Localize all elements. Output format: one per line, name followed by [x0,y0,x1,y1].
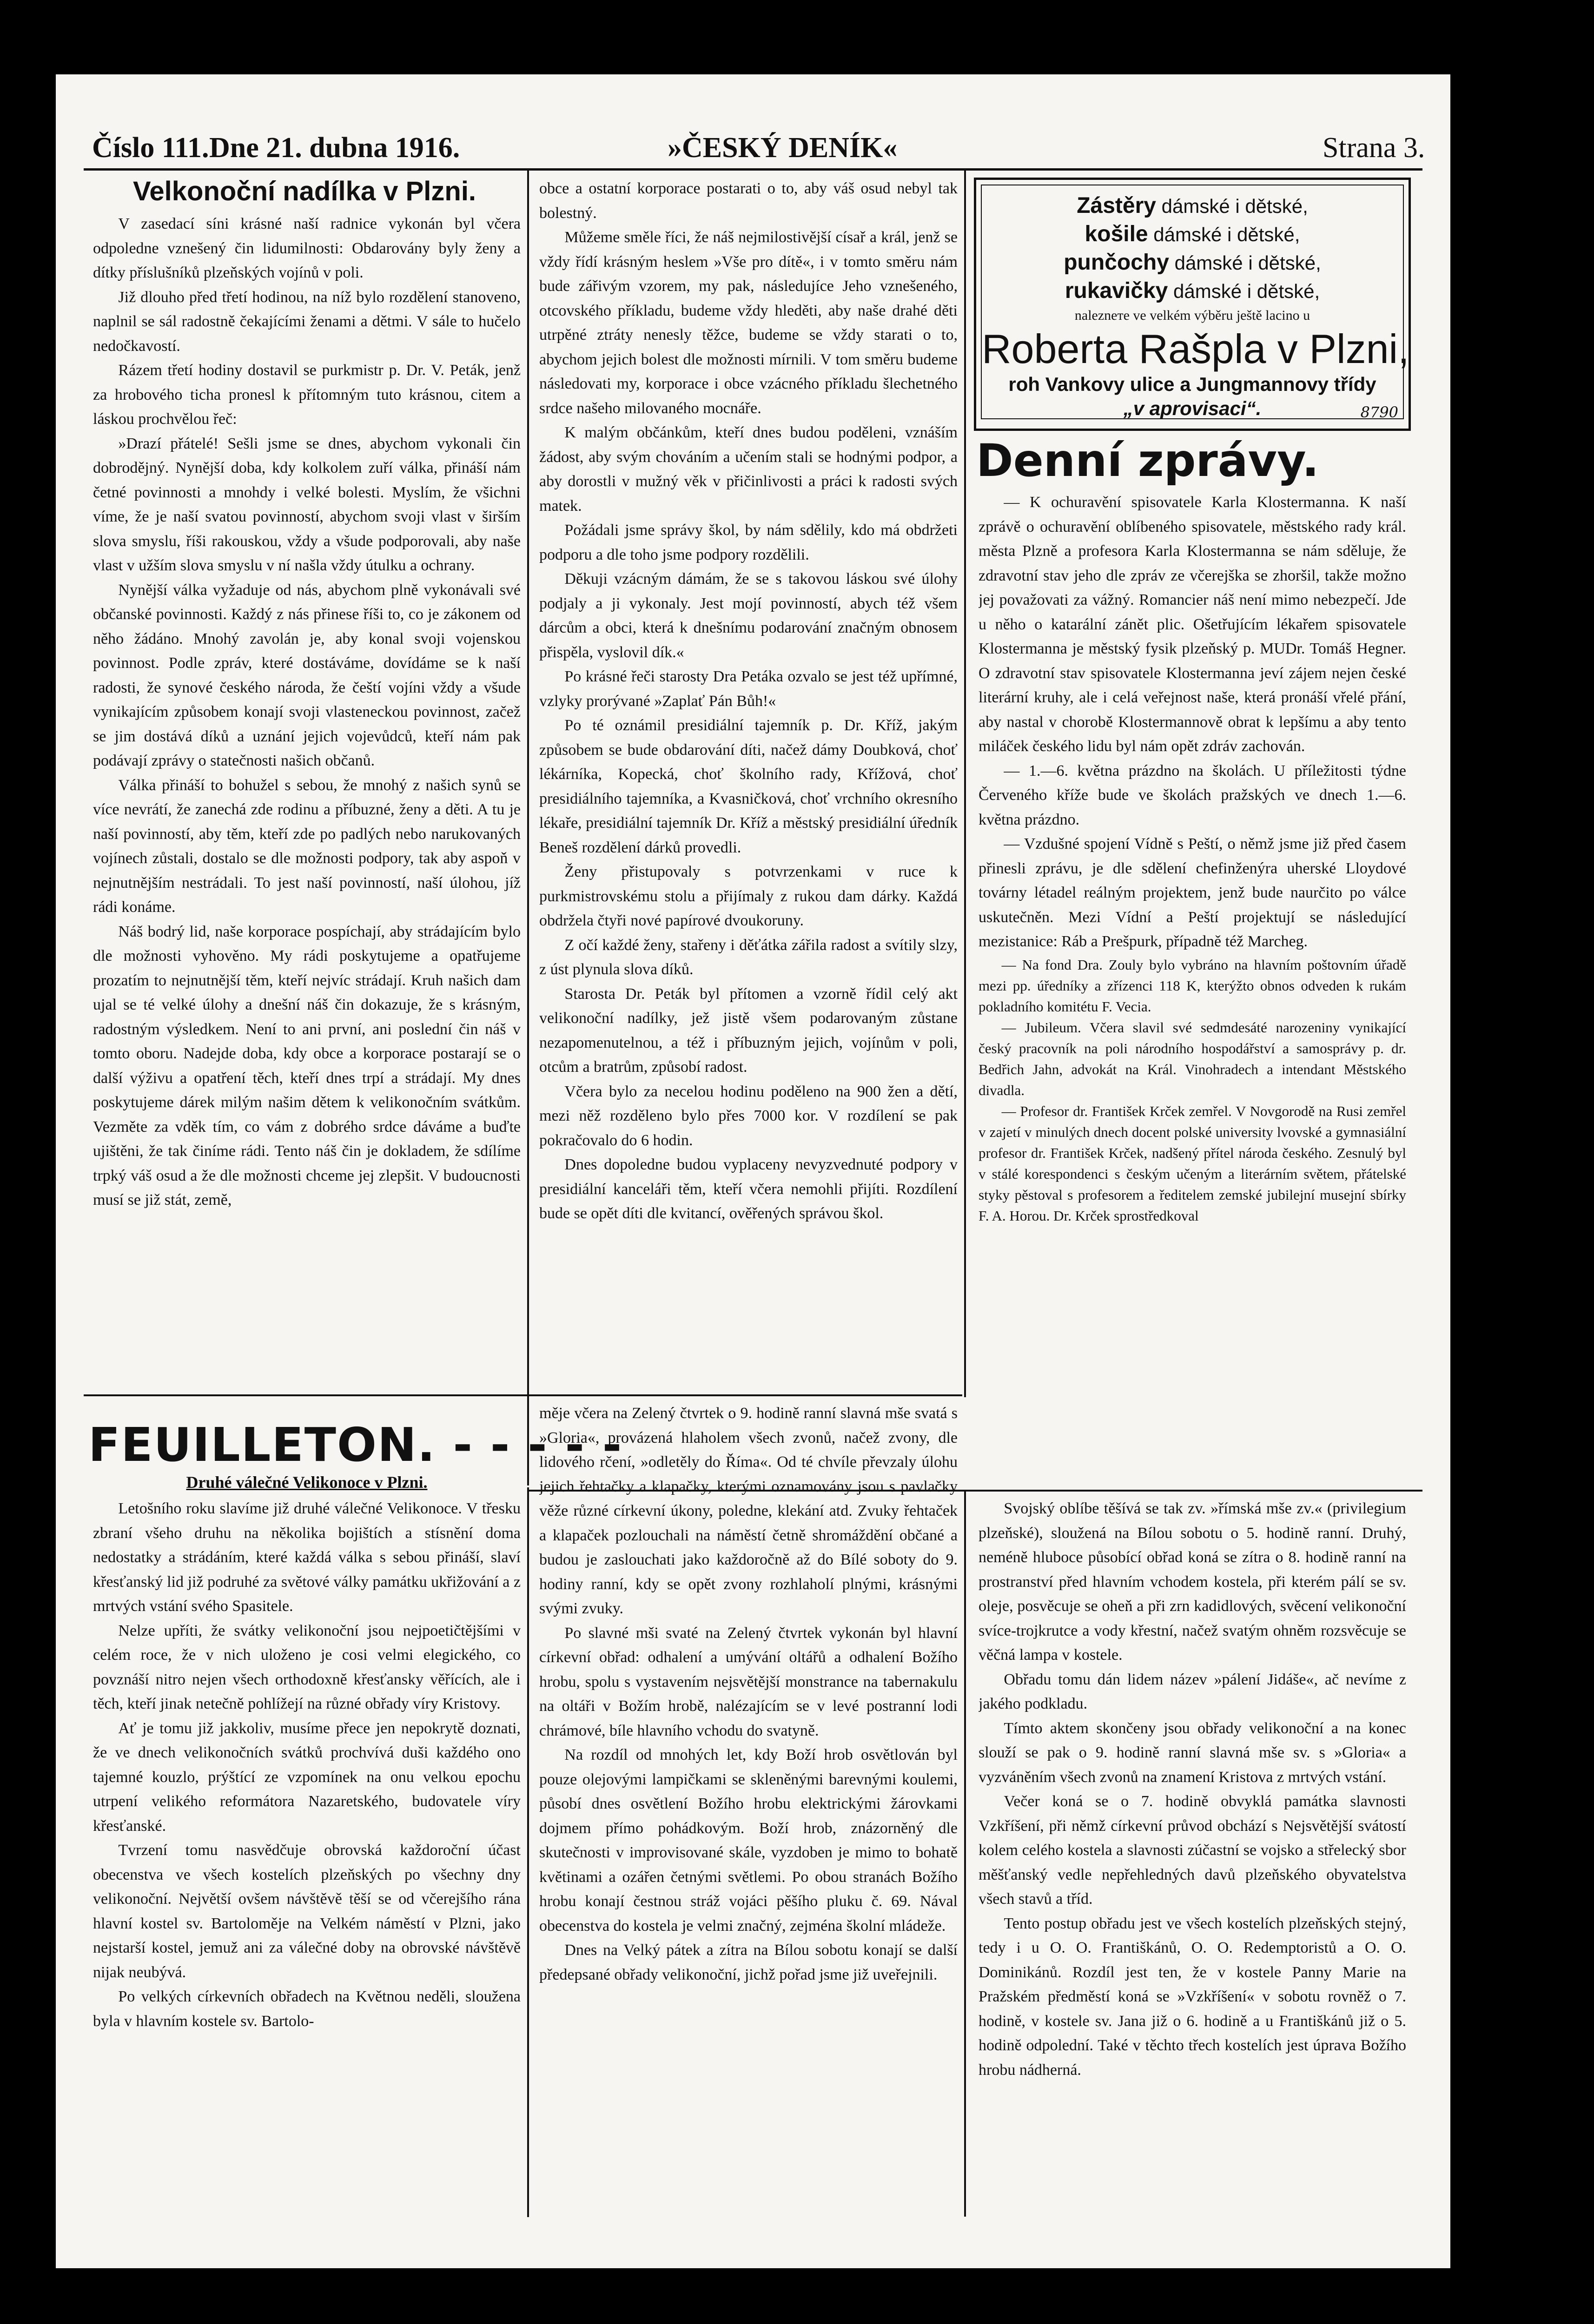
paragraph: Starosta Dr. Peták byl přítomen a vzorně řídil celý akt velikonoční nadílky, jež jistě všem podarovaným zůstane nezapomenutelnou, a též i příbuzným jejich, vojínům v poli, otcům a bratrům, způsobí radost. [539,985,958,1076]
paragraph: Po slavné mši svaté na Zelený čtvrtek vykonán byl hlavní církevní obřad: odhalení a umývání oltářů a odhalení Božího hrobu, spolu s vystavením nejsvětější monstrance na tabernakulu na oltáři v Božím hrobě, nalézajícím se v levé postranní lodi chrámové, bíle hlavního vchodu do svatyně. [539,1624,958,1739]
page-number: Strana 3. [1323,132,1425,164]
news-item: — Na fond Dra. Zouly bylo vybráno na hlavním poštovním úřadě mezi pp. úředníky a zřízenci 118 K, kterýžto obnos odveden k rukám pokladního komitétu F. Vecia. [979,956,1406,1015]
paragraph: Můžeme směle říci, že náš nejmilostivější císař a král, jenž se vždy řídí krásným heslem »Vše pro dítě«, i v tomto směru nám bude zářivým vzorem, my pak, následujíce Jeho vznešeného, otcovského příkladu, budeme vždy hleděti, aby naše drahé děti utrpěné ztráty nenesly těžce, budeme se vždy starati o to, abychom jejich bolest dle možnosti mírnili. V tom směru budeme následovati my, korporace i obce vzácného příkladu šlechetného srdce našeho milovaného mocnáře. [539,229,958,417]
issue-number: Číslo 111. [92,132,209,164]
paragraph: Válka přináší to bohužel s sebou, že mnohý z našich synů se více nevrátí, že zanechá zde rodinu a příbuzné, ženy a děti. A tu je naší povinností, aby těm, kteří zde po padlých nebo narukovaných vojínech zůstali, dostalo se dle možnosti podpory, tak aby aspoň v nejnutnějším nestrádali. To jest naší povinností, naší úlohou, jíž rádi konáme. [93,776,521,916]
paragraph: »Drazí přátelé! Sešli jsme se dnes, abychom vykonali čin dobrodějný. Nynější doba, kdy kolkolem zuří válka, přináší nám četné povinnosti a mnohdy i velké bolesti. Myslím, že všichni víme, že je naší svatou povinností, abychom svoji vlast v širším slova smyslu, říši rakouskou, vždy a všude podporovali, aby naše vlast v užším slova smyslu v ní našla vždy útulku a ochrany. [93,435,521,574]
ad-line: košile dámské i dětské, [1085,222,1300,246]
paragraph: Dnes na Velký pátek a zítra na Bílou sobotu konají se další předepsané obřady velikonoční, jichž pořad jsme již uveřejnili. [539,1941,958,1983]
section-rule [84,1394,962,1396]
news-item: — Profesor dr. František Krček zemřel. V Novgorodě na Rusi zemřel v zajetí v minulých dnech docent polské university lvovské a gymnasiální profesor dr. František Krček, nadšený přítel národa českého. Zesnulý byl v stálé korespondenci s českým učeným a literárním světem, přátelské styky pěstoval s profesorem a ředitelem zemské jubilejní musejní sbírky F. A. Horou. Dr. Krček sprostředkoval [979,1103,1406,1224]
news-item: — 1.—6. května prázdno na školách. U příležitosti týdne Červeného kříže bude ve školách pražských ve dnech 1.—6. května prázdno. [979,762,1406,828]
news-column [979,490,1406,1485]
news-item: — Jubileum. Včera slavil své sedmdesáté narozeniny vynikající český pracovník na poli národního hospodářství a samosprávy p. dr. Bedřich Jahn, advokát na Král. Vinohradech a intendant Městského divadla. [979,1019,1406,1098]
article-middle-column [539,177,958,1392]
ad-address: roh Vankovy ulice a Jungmannovy třídy [1008,373,1376,395]
ad-motto: „v aprovisaci“. [1123,397,1262,419]
paragraph: Nelze upříti, že svátky velikonoční jsou nejpoetičtějšími v celém roce, že v nich uloženo je cosi velmi elegického, co povznáší nitro nejen všech orthodoxně křesťansky věřících, ale i těch, kteří jinak netečně pohlížejí na různé obřady víry Kristovy. [93,1622,521,1712]
paragraph: Ať je tomu již jakkoliv, musíme přece jen nepokrytě doznati, že ve dnech velikonočních svátků prochvívá duši každého ono tajemné kouzlo, prýštící ze vzpomínek na onu velkou epochu utrpení velikého reformátora Nazaretského, budovatele víry křesťanské. [93,1719,521,1835]
header-rule [84,168,1422,171]
paragraph: Tvrzení tomu nasvědčuje obrovská každoroční účast obecenstva ve všech kostelích plzeňských po všechny dny velikonoční. Největší ovšem návštěvě těší se od včerejšího rána hlavní kostel sv. Bartoloměje na Velkém náměstí v Plzni, jako nejstarší kostel, jemuž ani za válečné doby na obrovské návštěvě nijak neubývá. [93,1842,521,1981]
advertisement-inner [981,185,1409,421]
feuilleton-heading: FEUILLETON. - - - - - [88,1418,623,1472]
paragraph: Děkuji vzácným dámám, že se s takovou láskou své úlohy podjaly a ji vykonaly. Jest mojí povinností, abych též všem dárcům a obci, která k dnešnímu podarování značným obnosem přispěla, vyslovil dík.« [539,570,958,661]
newspaper-page [56,74,1450,2268]
paragraph: Po té oznámil presidiální tajemník p. Dr. Kříž, jakým způsobem se bude obdarování díti, načež dámy Doubková, choť lékárníka, Kopecká, choť školního rady, Křížová, choť presidiálního tajemníka, a Kvasničková, choť vrchního okresního lékaře, presidiální tajemník Dr. Kříž a městský presidiální úředník Beneš rozdělení dárků provedli. [539,717,958,856]
feuilleton-subtitle: Druhé válečné Velikonoce v Plzni. [186,1473,428,1492]
news-item: — K ochuravění spisovatele Karla Klostermanna. K naší zprávě o ochuravění oblíbeného spisovatele, městského rady král. města Plzně a profesora Karla Klostermanna se nám sděluje, že zdravotní stav jeho dle zpráv ze včerejška se zhoršil, takže možno jej považovati za vážný. Romancier náš není mimo nebezpečí. Jde u něho o katarální zánět plic. Ošetřujícím lékařem spisovatele Klostermanna je městský fysik plzeňský p. MUDr. Tomáš Hegner. O zdravotní stav spisovatele Klostermanna jeví zájem nejen české literární kruhy, ale i celá veřejnost naše, která pronáší vřelé přání, aby nastal v chorobě Klostermannově obrat k lepšímu a aby tento miláček českého lidu byl nám opět zdráv zachován. [979,494,1406,755]
feuilleton-column-2 [539,1401,958,2215]
paragraph: Ženy přistupovaly s potvrzenkami v ruce k purkmistrovskému stolu a přijímaly z rukou dam dárky. Každá obdržela čtyři nové papírové dvoukoruny. [539,863,958,929]
paragraph: obce a ostatní korporace postarati o to, aby váš osud nebyl tak bolestný. [539,180,958,222]
paragraph: Tímto aktem skončeny jsou obřady velikonoční a na konec slouží se pak o 9. hodině ranní slavná mše sv. s »Gloria« a vyzváněním všech zvonů na znamení Kristova z mrtvých vstání. [979,1719,1406,1786]
paragraph: Požádali jsme správy škol, by nám sdělily, kdo má obdržeti podporu a dle toho jsme podpory rozdělili. [539,522,958,563]
paragraph: měje včera na Zelený čtvrtek o 9. hodině ranní slavná mše svatá s »Gloria«, provázená hlaholem všech zvonů, načež zvony, dle lidového rčení, »odletěly do Říma«. Od té chvíle převzaly úlohu jejich řehtačky a klapačky, kterými oznamovány jsou s pavlačky věže různé církevní úkony, poledne, klekání atd. Zvuky řehtaček a klapaček pozlouchali na náměstí četně shromáždění občané a budou je zaslouchati jako každoročně až do Bílé soboty do 9. hodiny ranní, kdy se opět zvony rozhlaholí plnými, krásnými svými zvuky. [539,1405,958,1617]
ad-line: Zástěry dámské i dětské, [1077,193,1308,218]
column-rule-3 [964,1492,966,2217]
masthead-title: »ČESKÝ DENÍK« [668,132,898,164]
advertisement-box [974,178,1411,431]
paragraph: Z očí každé ženy, stařeny i děťátka zářila radost a svítily slzy, z úst plynula slova díků. [539,936,958,978]
article-left-column [93,212,521,1393]
ad-line: punčochy dámské i dětské, [1064,250,1321,275]
column-rule-4 [527,1487,529,2217]
paragraph: Svojský oblíbe těšívá se tak zv. »římská mše zv.« (privilegium plzeňské), sloužená na Bílou sobotu o 5. hodině ranní. Druhý, neméně hluboce působící obřad koná se zítra o 8. hodině ranní na prostranství před hlavním vchodem kostela, při kterém pálí se sv. oleje, posvěcuje se oheň a při zrn kadidlových, svěcení velikonoční svíce-trojkrutce a vody křestní, načež svatým ohněm rozsvěcuje se věčná lampa v kostele. [979,1500,1406,1664]
paragraph: Dnes dopoledne budou vyplaceny nevyzvednuté podpory v presidiální kanceláři těm, kteří včera nemohli přijíti. Rozdílení bude se opět díti dle kvitancí, ověřených správou škol. [539,1156,958,1222]
paragraph: Letošního roku slavíme již druhé válečné Velikonoce. V třesku zbraní všeho druhu na několika bojištích a stísnění doma nedostatky a strádáním, které každá válka s sebou přináší, slaví křesťanský lid již podruhé za světové války památku ukřižování a z mrtvých vstání svého Spasitele. [93,1500,521,1615]
column-rule-1 [527,170,529,1486]
news-heading: Denní zprávy. [976,435,1319,487]
paragraph: Tento postup obřadu jest ve všech kostelích plzeňských stejný, tedy i u O. O. Františkánů, O. O. Redemptoristů a O. O. Dominikánů. Rozdíl jest ten, že v kostele Panny Marie na Pražském předměstí koná se »Vzkříšení« v sobotu rovněž o 7. hodině, v kostele sv. Jana již o 6. hodině a u Františkánů již o 5. hodině odpolední. Také v těchto třech kostelích jest úprava Božího hrobu nádherná. [979,1915,1406,2079]
news-item: — Vzdušné spojení Vídně s Peští, o němž jsme již před časem přinesli zprávu, je dle sdělení chefinženýra uherské Lloydové továrny létadel reálným projektem, jenž bude naurčito po válce uskutečněn. Mezi Vídní a Peští projektují se následující mezistanice: Ráb a Prešpurk, případně též Marcheg. [979,835,1406,950]
paragraph: Včera bylo za necelou hodinu poděleno na 900 žen a dětí, mezi něž rozděleno bylo přes 7000 kor. V rozdílení se pak pokračovalo do 6 hodin. [539,1083,958,1149]
paragraph: V zasedací síni krásné naší radnice vykonán byl včera odpoledne vznešený čin lidumilnosti: Obdarovány byly ženy a dítky příslušníků plzeňských vojínů v poli. [93,215,521,281]
paragraph: Náš bodrý lid, naše korporace pospíchají, aby strádajícím bylo dle možnosti vyhověno. My rádi poskytujeme a opatřujeme prozatím to nejnutnější těm, kteří nejvíc strádají. Kruh našich dam ujal se té velké úlohy a dnešní náš čin dokazuje, že s krásným, radostným výsledkem. Není to ani první, ani poslední čin náš v tomto oboru. Nadejde doba, kdy obce a korporace postarají se o další výživu a opatření těch, kteří dnes trpí a strádají. My dnes poskytujeme dárek milým našim dětem k velikonočním svátkům. Vezměte za vděk tím, co vám z dobrého srdce dáváme a buďte ujištěni, že tak činíme rádi. Tento náš čin je dokladem, že sdílíme trpký váš osud a že dle možnosti chceme jej zlepšit. V budoucnosti musí se již stát, země, [93,923,521,1208]
ad-line: rukavičky dámské i dětské, [1065,278,1320,303]
paragraph: Na rozdíl od mnohých let, kdy Boží hrob osvětlován byl pouze olejovými lampičkami se skleněnými barevnými koulemi, působí dnes osvětlení Božího hrobu elektrickými žárovkami dojmem přímo pohádkovým. Boží hrob, znázorněný dle skutečnosti v improvisované skále, vyzdoben je mimo to bohatě květinami a ozářen četnými světlemi. Po obou stranách Božího hrobu konají čestnou stráž vojáci pěšího pluku č. 69. Nával obecenstva do kostela je velmi značný, zejména školní mládeže. [539,1746,958,1934]
issue-date: Dne 21. dubna 1916. [209,132,460,164]
paragraph: Večer koná se o 7. hodině obvyklá památka slavnosti Vzkříšení, při němž církevní průvod obchází s Nejsvětější svátostí kolem celého kostela a slavnosti zúčastní se vojsko a střelecký sbor měšťanský vedle nepřehledných davů plzeňského obyvatelstva všech stavů a tříd. [979,1793,1406,1908]
paragraph: K malým občánkům, kteří dnes budou poděleni, vznáším žádost, aby svým chováním a učením stali se hodnými podpor, a aby dorostli v mužný věk v přičinlivosti a práci k radosti svých matek. [539,424,958,515]
paragraph: Již dlouho před třetí hodinou, na níž bylo rozdělení stanoveno, naplnil se sál radostně čekajícími ženami a dětmi. V sále to hučelo nedočkavostí. [93,288,521,355]
feuilleton-column-3 [979,1497,1406,2215]
feuilleton-column-1 [93,1497,521,2215]
ad-firm-name: Roberta Rašpla v Plzni, [982,326,1409,372]
ad-small-text: nalezneте ve velkém výběru ještě lacino u [1074,308,1310,323]
paragraph: Po velkých církevních obřadech na Květnou neděli, sloužena byla v hlavním kostele sv. Bartolo- [93,1988,521,2030]
column-rule-2 [964,170,966,1397]
paragraph: Po krásné řeči starosty Dra Petáka ozvalo se jest též upřímné, vzlyky prorývané »Zaplať Pán Bůh!« [539,668,958,710]
paragraph: Nynější válka vyžaduje od nás, abychom plně vykonávali své občanské povinnosti. Každý z nás přinese říši to, co je zákonem od něho žádáno. Mnohý zavolán je, aby konal svoji vojenskou povinnost. Podle zpráv, které dostáváme, dovídáme se k naší radosti, že synové českého národa, že čeští vojíni vždy a všude vynikajícím způsobem konají svoji vlasteneckou povinnost, začež se jim dostává díků a uznání jejich vojevůdců, kteří nám pak podávají zprávy o statečnosti našich občanů. [93,581,521,769]
article-title: Velkonoční nadílka v Plzni. [132,176,476,206]
paragraph: Obřadu tomu dán lidem název »pálení Jidáše«, ač nevíme z jakého podkladu. [979,1670,1406,1712]
paragraph: Rázem třetí hodiny dostavil se purkmistr p. Dr. V. Peták, jenž za hrobového ticha pronesl k přítomným tuto krásnou, citem a láskou prochvělou řeč: [93,362,521,428]
ad-number: 8790 [1360,403,1398,421]
